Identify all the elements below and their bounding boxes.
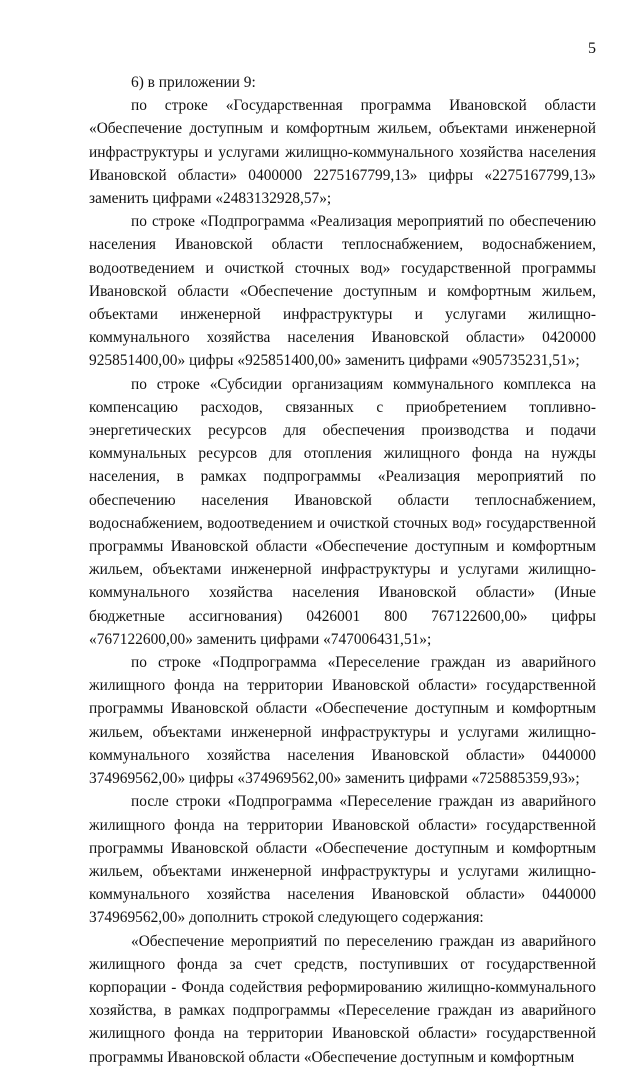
document-body: [89, 71, 596, 1069]
paragraph: по строке «Субсидии организациям коммунального комплекса на компенсацию расходов, связанных с приобретением топливно-энергетических ресурсов для обеспечения производства и подачи коммунальных ресурсов для отопления жилищного фонда на нужды населения, в рамках подпрограммы «Реализация мероприятий по обеспечению населения Ивановской области теплоснабжением, водоснабжением, водоотведением и очисткой сточных вод» государственной программы Ивановской области «Обеспечение доступным и комфортным жильем, объектами инженерной инфраструктуры и услугами жилищно-коммунального хозяйства населения Ивановской области» (Иные бюджетные ассигнования) 0426001 800 767122600,00» цифры «767122600,00» заменить цифрами «747006431,51»;: [89, 375, 596, 648]
paragraph: после строки «Подпрограмма «Переселение граждан из аварийного жилищного фонда на территории Ивановской области» государственной программы Ивановской области «Обеспечение доступным и комфортным жильем, объектами инженерной инфраструктуры и услугами жилищно-коммунального хозяйства населения Ивановской области» 0440000 374969562,00» дополнить строкой следующего содержания:: [89, 793, 596, 927]
paragraph: по строке «Государственная программа Ивановской области «Обеспечение доступным и комфортным жильем, объектами инженерной инфраструктуры и услугами жилищно-коммунального хозяйства населения Ивановской области» 0400000 2275167799,13» цифры «2275167799,13» заменить цифрами «2483132928,57»;: [89, 97, 596, 208]
page-number: 5: [588, 40, 596, 57]
paragraph: по строке «Подпрограмма «Переселение граждан из аварийного жилищного фонда на территории Ивановской области» государственной программы Ивановской области «Обеспечение доступным и комфортным жильем, объектами инженерной инфраструктуры и услугами жилищно-коммунального хозяйства населения Ивановской области» 0440000 374969562,00» цифры «374969562,00» заменить цифрами «725885359,93»;: [89, 654, 596, 788]
paragraph: «Обеспечение мероприятий по переселению граждан из аварийного жилищного фонда за счет средств, поступивших от государственной корпорации - Фонда содействия реформированию жилищно-коммунального хозяйства, в рамках подпрограммы «Переселение граждан из аварийного жилищного фонда на территории Ивановской области» государственной программы Ивановской области «Обеспечение доступным и комфортным: [89, 932, 596, 1066]
paragraph: по строке «Подпрограмма «Реализация мероприятий по обеспечению населения Ивановской области теплоснабжением, водоснабжением, водоотведением и очисткой сточных вод» государственной программы Ивановской области «Обеспечение доступным и комфортным жильем, объектами инженерной инфраструктуры и услугами жилищно-коммунального хозяйства населения Ивановской области» 0420000 925851400,00» цифры «925851400,00» заменить цифрами «905735231,51»;: [89, 213, 596, 370]
section-heading: 6) в приложении 9:: [131, 74, 256, 91]
